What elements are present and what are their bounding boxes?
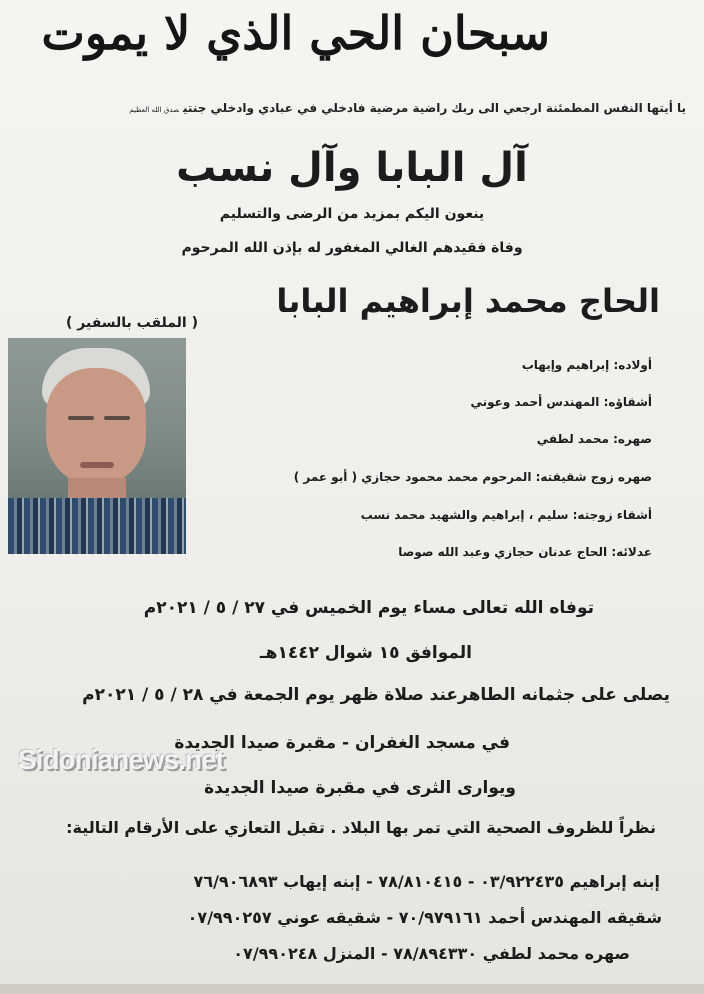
- phone-numbers-line-1: إبنه إبراهيم ٠٣/٩٢٢٤٣٥ - ٧٨/٨١٠٤١٥ - إبنه إيهاب ٧٦/٩٠٦٨٩٣: [193, 872, 660, 891]
- funeral-prayer: يصلى على جثمانه الطاهرعند صلاة ظهر يوم الجمعة في ٢٨ / ٥ / ٢٠٢١م: [82, 685, 670, 705]
- photo-brow-left: [68, 416, 94, 420]
- deceased-nickname: ( الملقب بالسفير ): [66, 315, 198, 331]
- site-watermark: Sidonianews.net: [18, 744, 224, 775]
- deceased-photo: [8, 338, 186, 554]
- deceased-name: الحاج محمد إبراهيم البابا: [276, 282, 660, 320]
- hijri-date: الموافق ١٥ شوال ١٤٤٢هـ: [259, 643, 472, 663]
- verse-attribution: صدق الله العظيم: [129, 106, 180, 114]
- relatives-wife-brothers: أشقاء زوجته: سليم ، إبراهيم والشهيد محمد نسب: [360, 508, 652, 522]
- photo-brow-right: [104, 416, 130, 420]
- relatives-sister-husband: صهره زوج شقيقته: المرحوم محمد محمود حجازي ( أبو عمر ): [293, 470, 652, 484]
- relatives-son-in-law: صهره: محمد لطفي: [536, 432, 652, 446]
- relatives-brothers: أشقاؤه: المهندس أحمد وعوني: [470, 395, 652, 409]
- calligraphy-title: سبحان الحي الذي لا يموت: [41, 6, 550, 60]
- verse-text: يا أيتها النفس المطمئنة ارجعي الى ربك راضية مرضية فادخلي في عبادي وادخلي جنتي: [183, 101, 686, 115]
- phone-numbers-line-3: صهره محمد لطفي ٧٨/٨٩٤٣٣٠ - المنزل ٠٧/٩٩٠٢٤٨: [233, 944, 630, 963]
- families-heading: آل البابا وآل نسب: [176, 145, 528, 191]
- photo-face: [46, 368, 146, 486]
- announcement-line-2: وفاة فقيدهم الغالي المغفور له بإذن الله المرحوم: [181, 240, 523, 256]
- photo-striped-shirt: [8, 498, 186, 554]
- death-date: توفاه الله تعالى مساء يوم الخميس في ٢٧ / ٥ / ٢٠٢١م: [143, 598, 594, 618]
- paper-bottom-edge: [0, 984, 704, 994]
- announcement-line-1: ينعون اليكم بمزيد من الرضى والتسليم: [219, 206, 485, 222]
- phone-numbers-line-2: شقيقه المهندس أحمد ٧٠/٩٧٩١٦١ - شقيقه عوني ٠٧/٩٩٠٢٥٧: [187, 908, 662, 927]
- burial-location: ويوارى الثرى في مقبرة صيدا الجديدة: [204, 778, 516, 798]
- condolence-note: نظراً للظروف الصحية التي تمر بها البلاد . تقبل التعازي على الأرقام التالية:: [66, 818, 656, 837]
- mosque-location: في مسجد الغفران - مقبرة صيدا الجديدة: [174, 733, 510, 753]
- relatives-sons: أولاده: إبراهيم وإيهاب: [521, 358, 652, 372]
- relatives-in-laws: عدلائه: الحاج عدنان حجازي وعبد الله صوصا: [398, 545, 652, 559]
- photo-mouth: [80, 462, 114, 468]
- quran-verse: [129, 101, 686, 115]
